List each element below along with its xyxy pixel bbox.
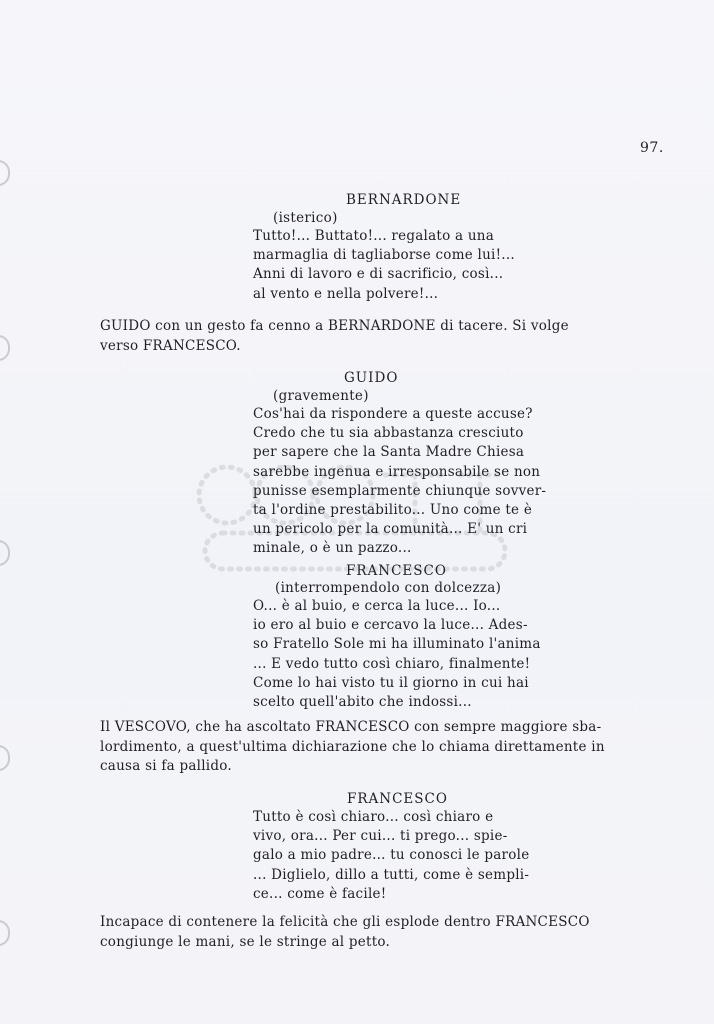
dialogue-lines: [253, 808, 529, 904]
narration: [100, 317, 569, 356]
punch-hole-mark: [0, 920, 10, 946]
punch-hole-mark: [0, 540, 10, 566]
punch-hole-mark: [0, 160, 10, 186]
narration-line: verso FRANCESCO.: [100, 337, 241, 354]
speaker-name: FRANCESCO: [346, 563, 447, 579]
dialogue-line: Cos'hai da rispondere a queste accuse?: [253, 406, 533, 422]
dialogue-line: scelto quell'abito che indossi...: [253, 694, 472, 711]
narration-line: Il VESCOVO, che ha ascoltato FRANCESCO con sempre maggiore sba-: [100, 719, 602, 735]
dialogue-line: ... Diglielo, dillo a tutti, come è sempli-: [253, 866, 530, 883]
narration: [100, 913, 590, 952]
dialogue-line: galo a mio padre... tu conosci le parole: [253, 847, 530, 864]
dialogue-line: Come lo hai visto tu il giorno in cui hai: [253, 674, 529, 691]
speaker-name: BERNARDONE: [346, 192, 462, 208]
dialogue-line: ta l'ordine prestabilito... Uno come te è: [253, 502, 533, 519]
narration: [100, 718, 605, 777]
dialogue-line: ... E vedo tutto così chiaro, finalmente!: [253, 655, 531, 672]
dialogue-line: so Fratello Sole mi ha illuminato l'anima: [253, 636, 541, 653]
dialogue-line: al vento e nella polvere!...: [253, 285, 439, 302]
narration-line: causa si fa pallido.: [100, 758, 232, 774]
speaker-name: FRANCESCO: [347, 791, 448, 807]
narration-line: congiunge le mani, se le stringe al petto.: [100, 933, 391, 950]
stage-direction: (isterico): [273, 210, 338, 226]
dialogue-line: punisse esemplarmente chiunque sovver-: [253, 482, 547, 499]
punch-hole-mark: [0, 745, 10, 771]
narration-line: GUIDO con un gesto fa cenno a BERNARDONE di tacere. Si volge: [100, 318, 569, 334]
narration-line: Incapace di contenere la felicità che gli esplode dentro FRANCESCO: [100, 914, 590, 930]
dialogue-line: Credo che tu sia abbastanza cresciuto: [253, 425, 524, 442]
dialogue-line: sarebbe ingenua e irresponsabile se non: [253, 463, 541, 480]
stage-direction: (gravemente): [273, 388, 369, 404]
dialogue-line: minale, o è un pazzo...: [253, 540, 412, 557]
dialogue-line: ce... come è facile!: [253, 885, 387, 902]
dialogue-lines: [253, 227, 515, 304]
dialogue-line: Anni di lavoro e di sacrificio, così...: [253, 266, 504, 283]
punch-hole-mark: [0, 335, 10, 361]
dialogue-line: marmaglia di tagliaborse come lui!...: [253, 247, 515, 264]
dialogue-lines: [253, 405, 546, 559]
dialogue-line: Tutto!... Buttato!... regalato a una: [253, 228, 495, 244]
dialogue-line: vivo, ora... Per cui... ti prego... spie-: [253, 828, 508, 845]
dialogue-line: O... è al buio, e cerca la luce... Io...: [253, 598, 501, 614]
speaker-name: GUIDO: [344, 370, 399, 386]
page-number: 97.: [640, 140, 664, 156]
dialogue-lines: [253, 597, 541, 712]
dialogue-line: io ero al buio e cercavo la luce... Ades-: [253, 617, 528, 634]
stage-direction: (interrompendolo con dolcezza): [275, 580, 502, 596]
dialogue-line: un pericolo per la comunità... E' un cri: [253, 521, 528, 538]
dialogue-line: Tutto è così chiaro... così chiaro e: [253, 809, 494, 825]
dialogue-line: per sapere che la Santa Madre Chiesa: [253, 444, 525, 461]
narration-line: lordimento, a quest'ultima dichiarazione che lo chiama direttamente in: [100, 738, 605, 755]
